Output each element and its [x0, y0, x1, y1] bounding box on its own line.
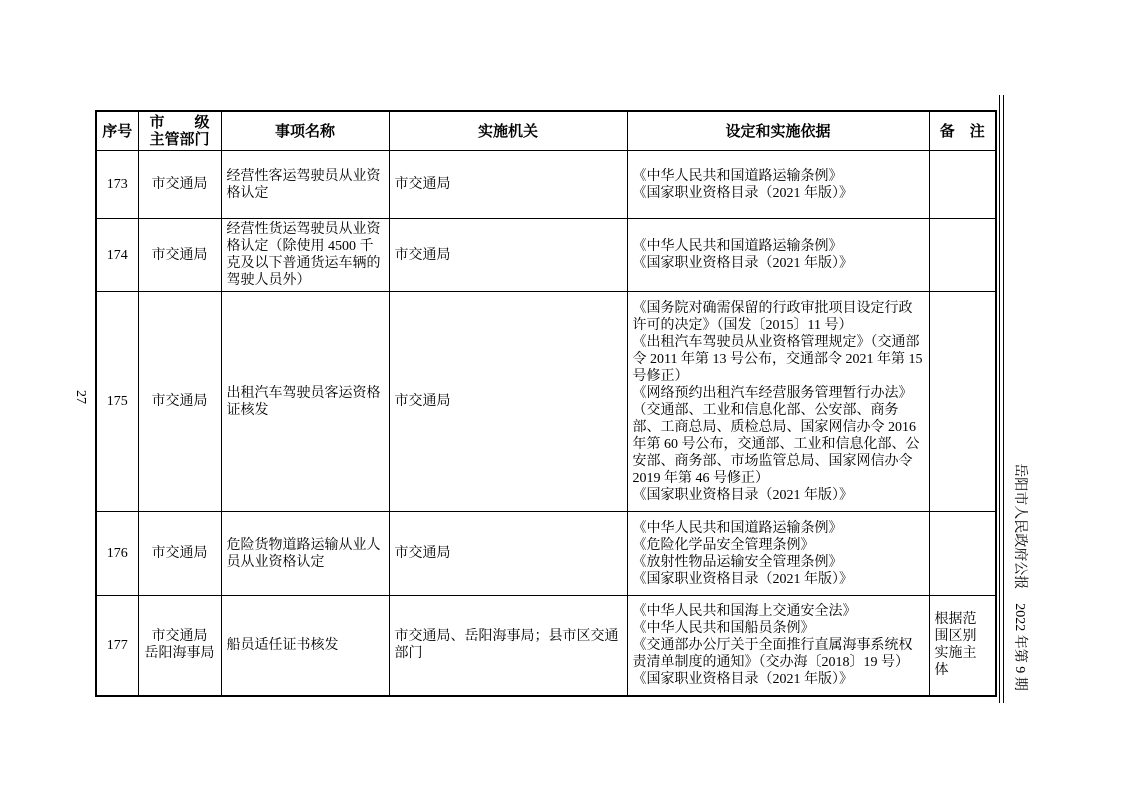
cell-basis: [627, 151, 929, 219]
cell-item-name: 危险货物道路运输从业人员从业资格认定: [221, 512, 389, 596]
department-line: 市交通局: [151, 629, 208, 645]
col-header-index: 序号: [96, 111, 138, 151]
table-row: [96, 292, 996, 512]
department-line: 岳阳海事局: [144, 646, 215, 662]
basis-law: 《国务院对确需保留的行政审批项目设定行政许可的决定》（国发〔2015〕11 号）: [632, 300, 913, 333]
cell-remark: [929, 219, 996, 292]
footer-double-rule: [999, 95, 1004, 703]
cell-agency: 市交通局: [389, 292, 627, 512]
approval-items-table-grid: [95, 110, 997, 697]
basis-law: 《出租汽车驾驶员从业资格管理规定》（交通部令 2011 年第 13 号公布，交通部令 2021 年第 15 号修正）: [632, 334, 923, 384]
cell-item-name: 船员适任证书核发: [221, 596, 389, 696]
col-header-agency: 实施机关: [389, 111, 627, 151]
col-header-basis: 设定和实施依据: [627, 111, 929, 151]
basis-law: 《中华人民共和国道路运输条例》: [632, 239, 843, 254]
cell-index: 174: [96, 219, 138, 292]
cell-basis: [627, 292, 929, 512]
basis-law: 《中华人民共和国船员条例》: [632, 620, 815, 636]
col-header-remark: 备 注: [929, 111, 996, 151]
basis-law: 《中华人民共和国海上交通安全法》: [632, 603, 857, 619]
cell-remark: [929, 512, 996, 596]
cell-remark: [929, 292, 996, 512]
col-header-department-line2: 主管部门: [149, 131, 210, 148]
cell-agency: 市交通局: [389, 151, 627, 219]
gazette-caption: 岳阳市人民政府公报 2022 年第 9 期: [1012, 463, 1027, 691]
cell-item-name: 经营性客运驾驶员从业资格认定: [221, 151, 389, 219]
cell-agency: 市交通局: [389, 219, 627, 292]
table-row: [96, 596, 996, 696]
cell-department: [138, 512, 221, 596]
col-header-department: [138, 111, 221, 151]
department-line: 市交通局: [151, 247, 208, 263]
basis-law: 《国家职业资格目录（2021 年版）》: [632, 671, 853, 687]
approval-items-table: [95, 110, 995, 697]
department-line: 市交通局: [151, 177, 208, 192]
basis-law: 《国家职业资格目录（2021 年版）》: [632, 256, 853, 271]
basis-law: 《网络预约出租汽车经营服务管理暂行办法》（交通部、工业和信息化部、公安部、商务部、工商总局、质检总局、国家网信办令 2016 年第 60 号公布，交通部、工业和信息化部、公安部、商务部、市场监管总局、国家网信办令 2019 年第 46 号修正）: [632, 385, 920, 486]
basis-law: 《交通部办公厅关于全面推行直属海事系统权责清单制度的通知》（交办海〔2018〕19 号）: [632, 637, 913, 670]
basis-law: 《中华人民共和国道路运输条例》: [632, 168, 843, 184]
basis-law: 《放射性物品运输安全管理条例》: [632, 554, 843, 570]
cell-basis: [627, 596, 929, 696]
cell-department: [138, 219, 221, 292]
cell-department: [138, 292, 221, 512]
cell-agency: 市交通局: [389, 512, 627, 596]
cell-remark: 根据范围区别实施主体: [929, 596, 996, 696]
cell-item-name: 出租汽车驾驶员客运资格证核发: [221, 292, 389, 512]
basis-law: 《危险化学品安全管理条例》: [632, 537, 815, 553]
cell-remark: [929, 151, 996, 219]
page-number: 27: [73, 390, 88, 404]
cell-index: 177: [96, 596, 138, 696]
basis-law: 《中华人民共和国道路运输条例》: [632, 520, 843, 536]
cell-basis: [627, 512, 929, 596]
cell-index: 173: [96, 151, 138, 219]
col-header-department-line1: 市 级: [149, 114, 210, 131]
table-header-row: [96, 111, 996, 151]
basis-law: 《国家职业资格目录（2021 年版）》: [632, 571, 853, 587]
table-row: [96, 151, 996, 219]
basis-law: 《国家职业资格目录（2021 年版）》: [632, 185, 853, 201]
cell-item-name: 经营性货运驾驶员从业资格认定（除使用 4500 千克及以下普通货运车辆的驾驶人员外）: [221, 219, 389, 292]
basis-law: 《国家职业资格目录（2021 年版）》: [632, 487, 853, 503]
table-row: [96, 512, 996, 596]
department-line: 市交通局: [151, 546, 208, 561]
cell-department: [138, 151, 221, 219]
cell-agency: 市交通局、岳阳海事局；县市区交通部门: [389, 596, 627, 696]
col-header-item: 事项名称: [221, 111, 389, 151]
cell-index: 175: [96, 292, 138, 512]
table-row: [96, 219, 996, 292]
cell-index: 176: [96, 512, 138, 596]
cell-basis: [627, 219, 929, 292]
cell-department: [138, 596, 221, 696]
department-line: 市交通局: [151, 394, 208, 409]
